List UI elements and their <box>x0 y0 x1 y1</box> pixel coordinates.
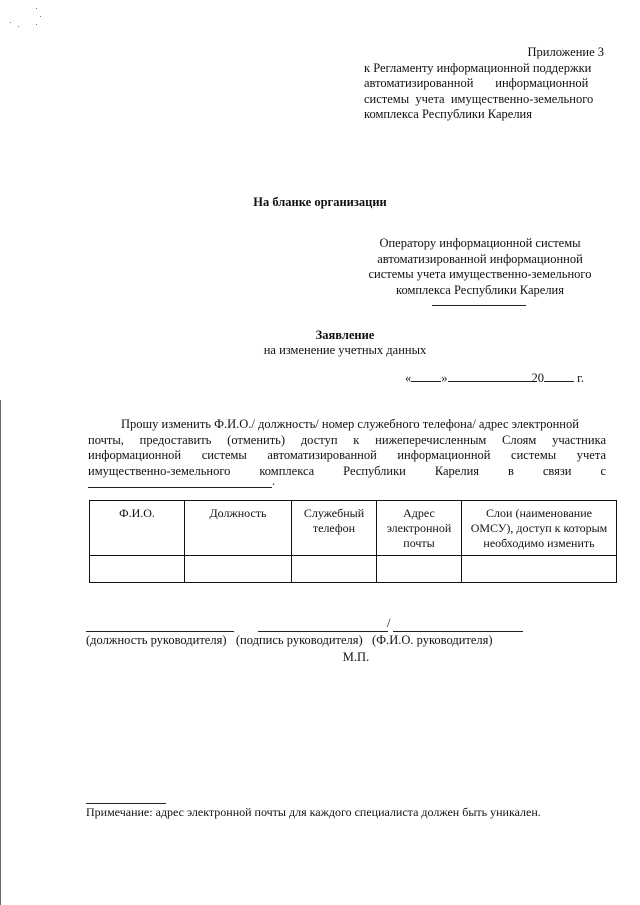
signature-line-sign <box>258 631 388 632</box>
date-open-quote: « <box>405 371 412 385</box>
year-prefix: 20 <box>531 371 544 385</box>
table-cell[interactable] <box>462 556 617 583</box>
addressee-line: Оператору информационной системы <box>379 236 581 250</box>
table-cell[interactable] <box>292 556 377 583</box>
table-cell[interactable] <box>185 556 292 583</box>
col-header-phone: Служебный телефон <box>292 501 377 556</box>
date-field <box>405 370 584 387</box>
month-blank <box>448 370 532 382</box>
addressee-block <box>355 236 605 298</box>
appendix-line: к Регламенту информационной поддержки <box>364 60 592 75</box>
table-header-row <box>90 501 617 556</box>
scan-specks <box>6 6 46 36</box>
addressee-line: автоматизированной информационной <box>377 251 583 266</box>
day-blank <box>411 370 441 382</box>
appendix-note <box>364 45 604 123</box>
appendix-line: автоматизированной информационной <box>364 76 589 90</box>
table-cell[interactable] <box>90 556 185 583</box>
year-blank <box>544 370 574 382</box>
letterhead-heading: На бланке организации <box>253 195 387 209</box>
document-subtitle: на изменение учетных данных <box>263 343 427 357</box>
col-header-position: Должность <box>185 501 292 556</box>
signature-line-position <box>86 631 234 632</box>
col-header-layers: Слои (наименование ОМСУ), доступ к которым необходимо изменить <box>462 501 617 556</box>
request-line: имущественно-земельного комплекса Республики Карелия в связи с <box>88 463 606 478</box>
signature-line-name <box>393 631 523 632</box>
date-close-quote: » <box>441 371 448 385</box>
addressee-blank-line <box>432 305 526 306</box>
request-line: почты, предоставить (отменить) доступ к нижеперечисленным Слоям участника <box>88 432 606 447</box>
footnote-rule <box>86 803 166 804</box>
appendix-line: комплекса Республики Карелия <box>364 107 532 121</box>
request-line: Прошу изменить Ф.И.О./ должность/ номер служебного телефона/ адрес электронной <box>121 417 579 431</box>
signature-labels: (должность руководителя) (подпись руководителя) (Ф.И.О. руководителя) <box>86 633 493 647</box>
addressee-line: комплекса Республики Карелия <box>396 282 564 297</box>
stamp-label: М.П. <box>342 650 370 664</box>
reason-blank-line <box>88 487 272 488</box>
request-line: информационной системы автоматизированной информационной системы учета <box>88 448 606 462</box>
footnote-text: Примечание: адрес электронной почты для каждого специалиста должен быть уникален. <box>86 805 541 819</box>
appendix-line: Приложение 3 <box>527 45 604 59</box>
reason-period: . <box>272 474 276 488</box>
appendix-line: системы учета имущественно-земельного <box>364 91 594 106</box>
table-row <box>90 556 617 583</box>
table-cell[interactable] <box>377 556 462 583</box>
accounts-table <box>89 500 617 583</box>
addressee-line: системы учета имущественно-земельного <box>368 267 592 281</box>
request-text <box>88 417 606 479</box>
year-suffix: г. <box>577 371 584 385</box>
col-header-email: Адрес электронной почты <box>377 501 462 556</box>
signature-slash: / <box>387 616 391 630</box>
document-title: Заявление <box>315 328 375 342</box>
col-header-fio: Ф.И.О. <box>90 501 185 556</box>
